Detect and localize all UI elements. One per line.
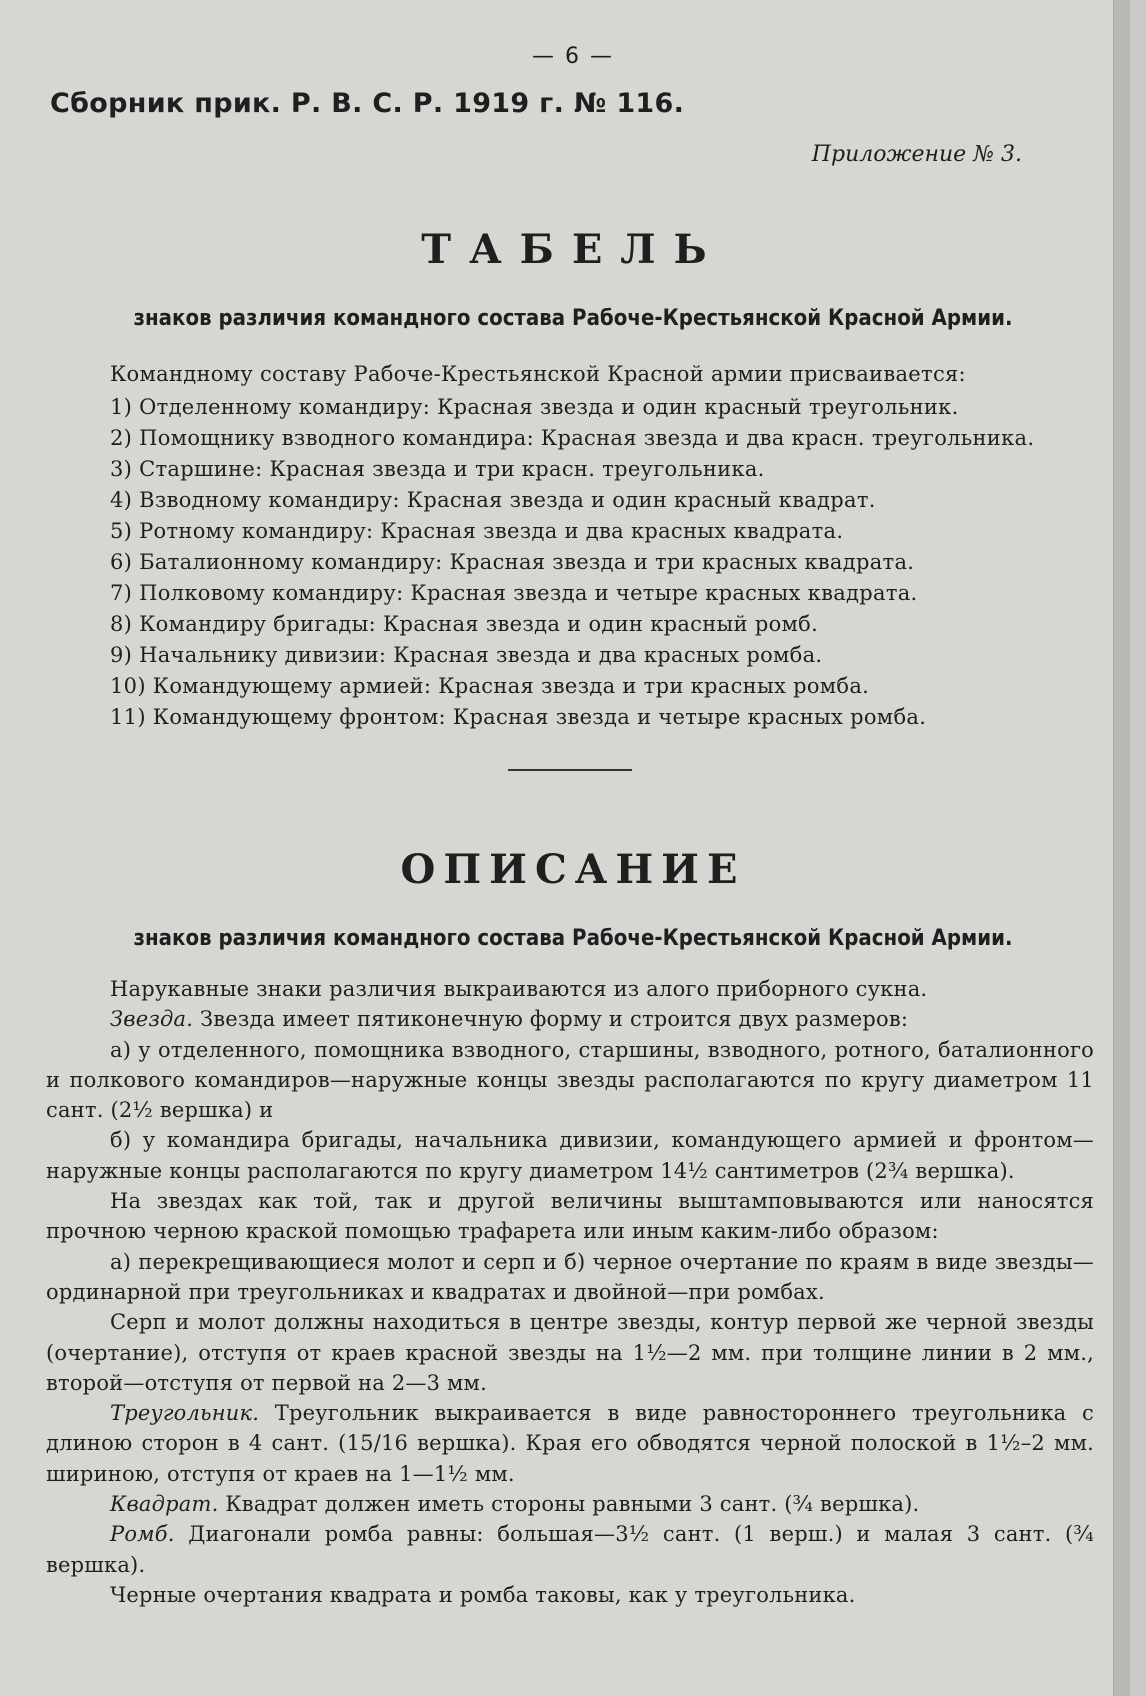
term-triangle: Треугольник. xyxy=(110,1401,260,1426)
paragraph-text: Диагонали ромба равны: большая—3½ сант. (1 верш.) и малая 3 сант. (¾ вершка). xyxy=(46,1522,1094,1577)
description-paragraph xyxy=(46,1398,1094,1489)
term-rhombus: Ромб. xyxy=(110,1522,175,1547)
rank-item: 1) Отделенному командиру: Красная звезда и один красный треугольник. xyxy=(110,395,959,419)
description-paragraph: Нарукавные знаки различия выкраиваются из алого приборного сукна. xyxy=(110,977,928,1001)
description-paragraph: Черные очертания квадрата и ромба таковы, как у треугольника. xyxy=(110,1582,856,1607)
rank-item: 11) Командующему фронтом: Красная звезда и четыре красных ромба. xyxy=(110,705,927,729)
paragraph-text: Треугольник выкраивается в виде равностороннего треугольника с длиною сторон в 4 сант. (15/16 вершка). Края его обводятся черной полоской в 1½–2 мм. шириною, отступя от краев на 1—1½ мм. xyxy=(46,1401,1094,1486)
table-subtitle: знаков различия командного состава Рабоче-Крестьянской Красной Армии. xyxy=(133,306,1013,331)
description-paragraph: Серп и молот должны находиться в центре звезды, контур первой же черной звезды (очертание), отступя от краев красной звезды на 1½—2 мм. при толщине линии в 2 мм., второй—отступя от первой на 2—3 мм. xyxy=(46,1310,1094,1395)
description-title: ОПИСАНИЕ xyxy=(400,846,746,893)
description-paragraph: б) у командира бригады, начальника дивизии, командующего армией и фронтом—наружные концы располагаются по кругу диаметром 14½ сантиметров (2¾ вершка). xyxy=(46,1128,1094,1183)
description-paragraph xyxy=(46,1004,1094,1034)
description-paragraph: а) у отделенного, помощника взводного, старшины, взводного, ротного, баталионного и полкового командиров—наружные концы звезды располагаются по кругу диаметром 11 сант. (2½ вершка) и xyxy=(46,1037,1094,1123)
rank-item: 8) Командиру бригады: Красная звезда и один красный ромб. xyxy=(110,612,819,636)
description-paragraph: а) перекрещивающиеся молот и серп и б) черное очертание по краям в виде звезды—ординарной при треугольниках и квадратах и двойной—при ромбах. xyxy=(46,1249,1094,1304)
rank-item: 2) Помощнику взводного командира: Красная звезда и два красн. треугольника. xyxy=(110,426,1035,450)
rank-item: 6) Баталионному командиру: Красная звезда и три красных квадрата. xyxy=(110,550,915,574)
description-subtitle: знаков различия командного состава Рабоче-Крестьянской Красной Армии. xyxy=(133,926,1013,951)
appendix-label: Приложение № 3. xyxy=(811,142,1022,167)
term-square: Квадрат. xyxy=(110,1492,219,1517)
collection-header: Сборник прик. Р. В. С. Р. 1919 г. № 116. xyxy=(50,88,685,119)
rank-item: 10) Командующему армией: Красная звезда и три красных ромба. xyxy=(110,674,870,698)
description-paragraph xyxy=(46,1519,1094,1580)
rank-item: 4) Взводному командиру: Красная звезда и один красный квадрат. xyxy=(110,488,876,512)
ranks-intro: Командному составу Рабоче-Крестьянской Красной армии присваивается: xyxy=(110,362,966,386)
section-divider xyxy=(508,769,632,771)
description-body xyxy=(46,974,1094,1610)
page-number: — 6 — xyxy=(532,44,614,69)
rank-item: 7) Полковому командиру: Красная звезда и четыре красных квадрата. xyxy=(110,581,918,605)
rank-item: 3) Старшине: Красная звезда и три красн. треугольника. xyxy=(110,457,765,481)
table-title: ТАБЕЛЬ xyxy=(421,226,725,273)
paragraph-text: Звезда имеет пятиконечную форму и строится двух размеров: xyxy=(199,1007,909,1032)
rank-item: 5) Ротному командиру: Красная звезда и два красных квадрата. xyxy=(110,519,844,543)
rank-item: 9) Начальнику дивизии: Красная звезда и два красных ромба. xyxy=(110,643,823,667)
paragraph-text: Квадрат должен иметь стороны равными 3 сант. (¾ вершка). xyxy=(225,1492,920,1517)
description-paragraph: На звездах как той, так и другой величины выштамповываются или наносятся прочною черною краской помощью трафарета или иным каким-либо образом: xyxy=(46,1189,1094,1244)
ranks-list xyxy=(110,392,1034,733)
term-star: Звезда. xyxy=(110,1007,194,1032)
description-paragraph xyxy=(46,1489,1094,1519)
